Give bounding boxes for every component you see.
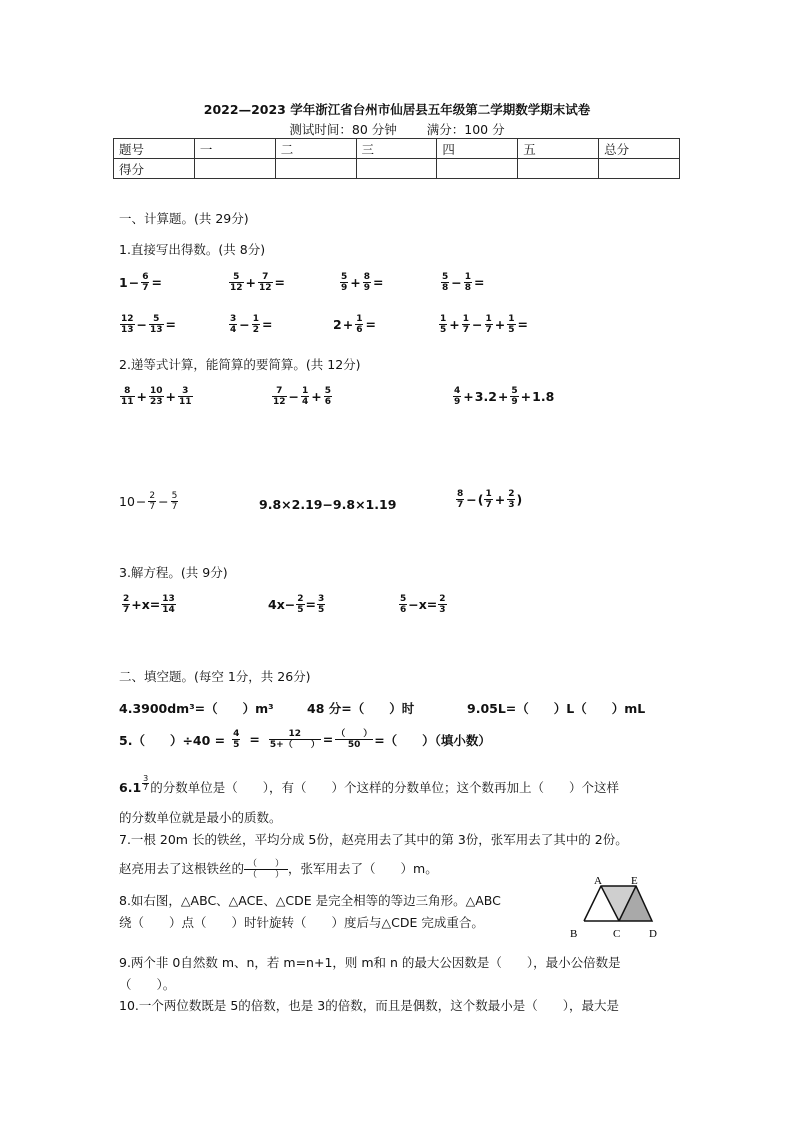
score-table-score-row bbox=[114, 159, 680, 179]
exam-full-score: 满分：100 分 bbox=[426, 122, 505, 137]
fraction: $\frac{5}{6}$ bbox=[324, 386, 332, 407]
label-e: E bbox=[631, 875, 638, 887]
fraction: $\frac{7}{12}$ bbox=[259, 272, 272, 293]
fraction: $\frac{1}{7}$ bbox=[485, 489, 492, 510]
fraction: $\frac{1}{5}$ bbox=[508, 314, 515, 335]
score-cell: 四 bbox=[437, 139, 518, 159]
label-d: D bbox=[649, 928, 657, 940]
q9-line-1: 9.两个非 0自然数 m、n，若 m=n+1，则 m和 n 的最大公因数是（ ），最小公倍数是 bbox=[119, 955, 621, 970]
q1-heading: 1.直接写出得数。(共 8分) bbox=[119, 242, 266, 257]
fraction: $\frac{1}{8}$ bbox=[464, 272, 472, 293]
triangle-figure bbox=[566, 873, 666, 943]
fraction: $\frac{1}{4}$ bbox=[302, 386, 309, 407]
q1-item-4: $\frac{5}{8}$ − $\frac{1}{8}$ = bbox=[442, 272, 485, 293]
label-a: A bbox=[594, 875, 602, 887]
q3-equation-1: $\frac{2}{7}$ +x= $\frac{13}{14}$ bbox=[123, 594, 175, 615]
q8-line-2: 绕（ ）点（ ）时针旋转（ ）度后与△CDE 完成重合。 bbox=[119, 915, 484, 930]
score-cell: 三 bbox=[356, 139, 437, 159]
fraction: $\frac{8}{7}$ bbox=[457, 489, 464, 510]
q9-line-2: （ ）。 bbox=[119, 977, 176, 992]
q8-line-1: 8.如右图，△ABC、△ACE、△CDE 是完全相等的等边三角形。△ABC bbox=[119, 893, 501, 908]
fraction: $\frac{2}{3}$ bbox=[508, 489, 515, 510]
q7-line-2: 赵亮用去了这根铁丝的 $\frac{( )}{( )}$ ，张军用去了（ ）m。 bbox=[119, 859, 438, 880]
score-input-cell[interactable] bbox=[437, 159, 518, 179]
score-input-cell[interactable] bbox=[275, 159, 356, 179]
fraction: $\frac{8}{9}$ bbox=[363, 272, 371, 293]
score-input-cell[interactable] bbox=[356, 159, 437, 179]
fraction: $\frac{5}{6}$ bbox=[400, 594, 407, 615]
fraction: $\frac{2}{3}$ bbox=[439, 594, 446, 615]
score-input-cell[interactable] bbox=[194, 159, 275, 179]
fraction: $\frac{( )}{( )}$ bbox=[244, 859, 288, 880]
q2-heading: 2.递等式计算，能简算的要简算。(共 12分) bbox=[119, 357, 361, 372]
score-cell: 题号 bbox=[114, 139, 195, 159]
q4-part-c: 9.05L=（ ）L（ ）mL bbox=[467, 701, 646, 716]
label-b: B bbox=[570, 928, 578, 940]
fraction: $\frac{1}{5}$ bbox=[440, 314, 447, 335]
section1-heading: 一、计算题。(共 29分) bbox=[119, 211, 249, 226]
fraction: $\frac{4}{9}$ bbox=[454, 386, 461, 407]
fraction: $\frac{12}{5+( )}$ bbox=[269, 729, 320, 750]
fraction: $\frac{8}{11}$ bbox=[121, 386, 134, 407]
q1-item-7: 2 + $\frac{1}{6}$ = bbox=[333, 314, 376, 335]
fraction: $\frac{2}{7}$ bbox=[149, 491, 156, 512]
fraction: $\frac{13}{14}$ bbox=[162, 594, 175, 615]
q2-expression-6: $\frac{8}{7}$ − ( $\frac{1}{7}$ + $\frac{2}{3}$ ) bbox=[457, 489, 523, 510]
fraction: $\frac{5}{9}$ bbox=[511, 386, 518, 407]
score-cell: 得分 bbox=[114, 159, 195, 179]
q6-line-2: 的分数单位就是最小的质数。 bbox=[119, 810, 282, 825]
fraction: $\frac{5}{13}$ bbox=[150, 314, 163, 335]
q1-item-3: $\frac{5}{9}$ + $\frac{8}{9}$ = bbox=[341, 272, 384, 293]
q1-item-1: 1 − $\frac{6}{7}$ = bbox=[119, 272, 162, 293]
score-input-cell[interactable] bbox=[518, 159, 599, 179]
score-cell: 二 bbox=[275, 139, 356, 159]
q10-line-1: 10.一个两位数既是 5的倍数，也是 3的倍数，而且是偶数，这个数最小是（ ），最大是 bbox=[119, 998, 619, 1013]
fraction: $\frac{4}{5}$ bbox=[233, 729, 240, 750]
fraction: $\frac{7}{12}$ bbox=[273, 386, 286, 407]
score-input-cell[interactable] bbox=[599, 159, 680, 179]
fraction: $\frac{3}{7}$ bbox=[143, 774, 149, 792]
q2-expression-1: $\frac{8}{11}$ + $\frac{10}{23}$ + $\frac{3}{11}$ bbox=[121, 386, 192, 407]
fraction: $\frac{5}{9}$ bbox=[341, 272, 348, 293]
q3-equation-3: $\frac{5}{6}$ −x= $\frac{2}{3}$ bbox=[400, 594, 446, 615]
q4-part-a: 4.3900dm³=（ ）m³ bbox=[119, 701, 274, 716]
fraction: $\frac{3}{5}$ bbox=[317, 594, 325, 615]
fraction: $\frac{5}{12}$ bbox=[230, 272, 243, 293]
fraction: $\frac{1}{7}$ bbox=[462, 314, 470, 335]
q4-part-b: 48 分=（ ）时 bbox=[307, 701, 415, 716]
fraction: $\frac{5}{8}$ bbox=[442, 272, 449, 293]
fraction: $\frac{1}{2}$ bbox=[252, 314, 260, 335]
fraction: $\frac{( )}{50}$ bbox=[336, 729, 373, 750]
section2-heading: 二、填空题。(每空 1分，共 26分) bbox=[119, 669, 311, 684]
q2-expression-3: $\frac{4}{9}$ + 3.2 + $\frac{5}{9}$ + 1.8 bbox=[454, 386, 555, 407]
score-table bbox=[113, 138, 680, 179]
q2-expression-2: $\frac{7}{12}$ − $\frac{1}{4}$ + $\frac{5}{6}$ bbox=[273, 386, 332, 407]
fraction: $\frac{3}{4}$ bbox=[230, 314, 237, 335]
fraction: $\frac{2}{7}$ bbox=[123, 594, 130, 615]
exam-subtitle bbox=[0, 120, 794, 138]
score-cell: 总分 bbox=[599, 139, 680, 159]
q3-equation-2: 4x− $\frac{2}{5}$ = $\frac{3}{5}$ bbox=[268, 594, 325, 615]
exam-title: 2022—2023 学年浙江省台州市仙居县五年级第二学期数学期末试卷 bbox=[203, 102, 591, 117]
q1-item-5: $\frac{12}{13}$ − $\frac{5}{13}$ = bbox=[121, 314, 177, 335]
fraction: $\frac{10}{23}$ bbox=[150, 386, 163, 407]
score-cell: 一 bbox=[194, 139, 275, 159]
q1-item-8: $\frac{1}{5}$ + $\frac{1}{7}$ − $\frac{1}{7}$ + $\frac{1}{5}$ = bbox=[440, 314, 528, 335]
fraction: $\frac{1}{6}$ bbox=[356, 314, 363, 335]
q1-item-6: $\frac{3}{4}$ − $\frac{1}{2}$ = bbox=[230, 314, 273, 335]
fraction: $\frac{3}{11}$ bbox=[179, 386, 192, 407]
fraction: $\frac{5}{7}$ bbox=[171, 491, 178, 512]
q1-item-2: $\frac{5}{12}$ + $\frac{7}{12}$ = bbox=[230, 272, 286, 293]
q2-expression-5: 9.8×2.19−9.8×1.19 bbox=[259, 497, 397, 512]
fraction: $\frac{1}{7}$ bbox=[485, 314, 492, 335]
fraction: $\frac{12}{13}$ bbox=[121, 314, 134, 335]
fraction: $\frac{6}{7}$ bbox=[142, 272, 149, 293]
q6-line-1: 6.1 $\frac{3}{7}$ 的分数单位是（ ），有（ ）个这样的分数单位；这个数再加上（ ）个这样 bbox=[119, 774, 620, 795]
q3-heading: 3.解方程。(共 9分) bbox=[119, 565, 228, 580]
fraction: $\frac{2}{5}$ bbox=[297, 594, 304, 615]
exam-time: 测试时间：80 分钟 bbox=[289, 122, 397, 137]
q5: 5.（ ）÷40 = $\frac{4}{5}$ = $\frac{12}{5+( )}$ = $\frac{( )}{50}$ =（ ）（填小数） bbox=[119, 729, 491, 750]
score-cell: 五 bbox=[518, 139, 599, 159]
q7-line-1: 7.一根 20m 长的铁丝，平均分成 5份，赵亮用去了其中的第 3份，张军用去了其中的 2份。 bbox=[119, 832, 628, 847]
label-c: C bbox=[613, 928, 621, 940]
score-table-header-row bbox=[114, 139, 680, 159]
q2-expression-4: 10 − $\frac{2}{7}$ − $\frac{5}{7}$ bbox=[119, 491, 178, 512]
